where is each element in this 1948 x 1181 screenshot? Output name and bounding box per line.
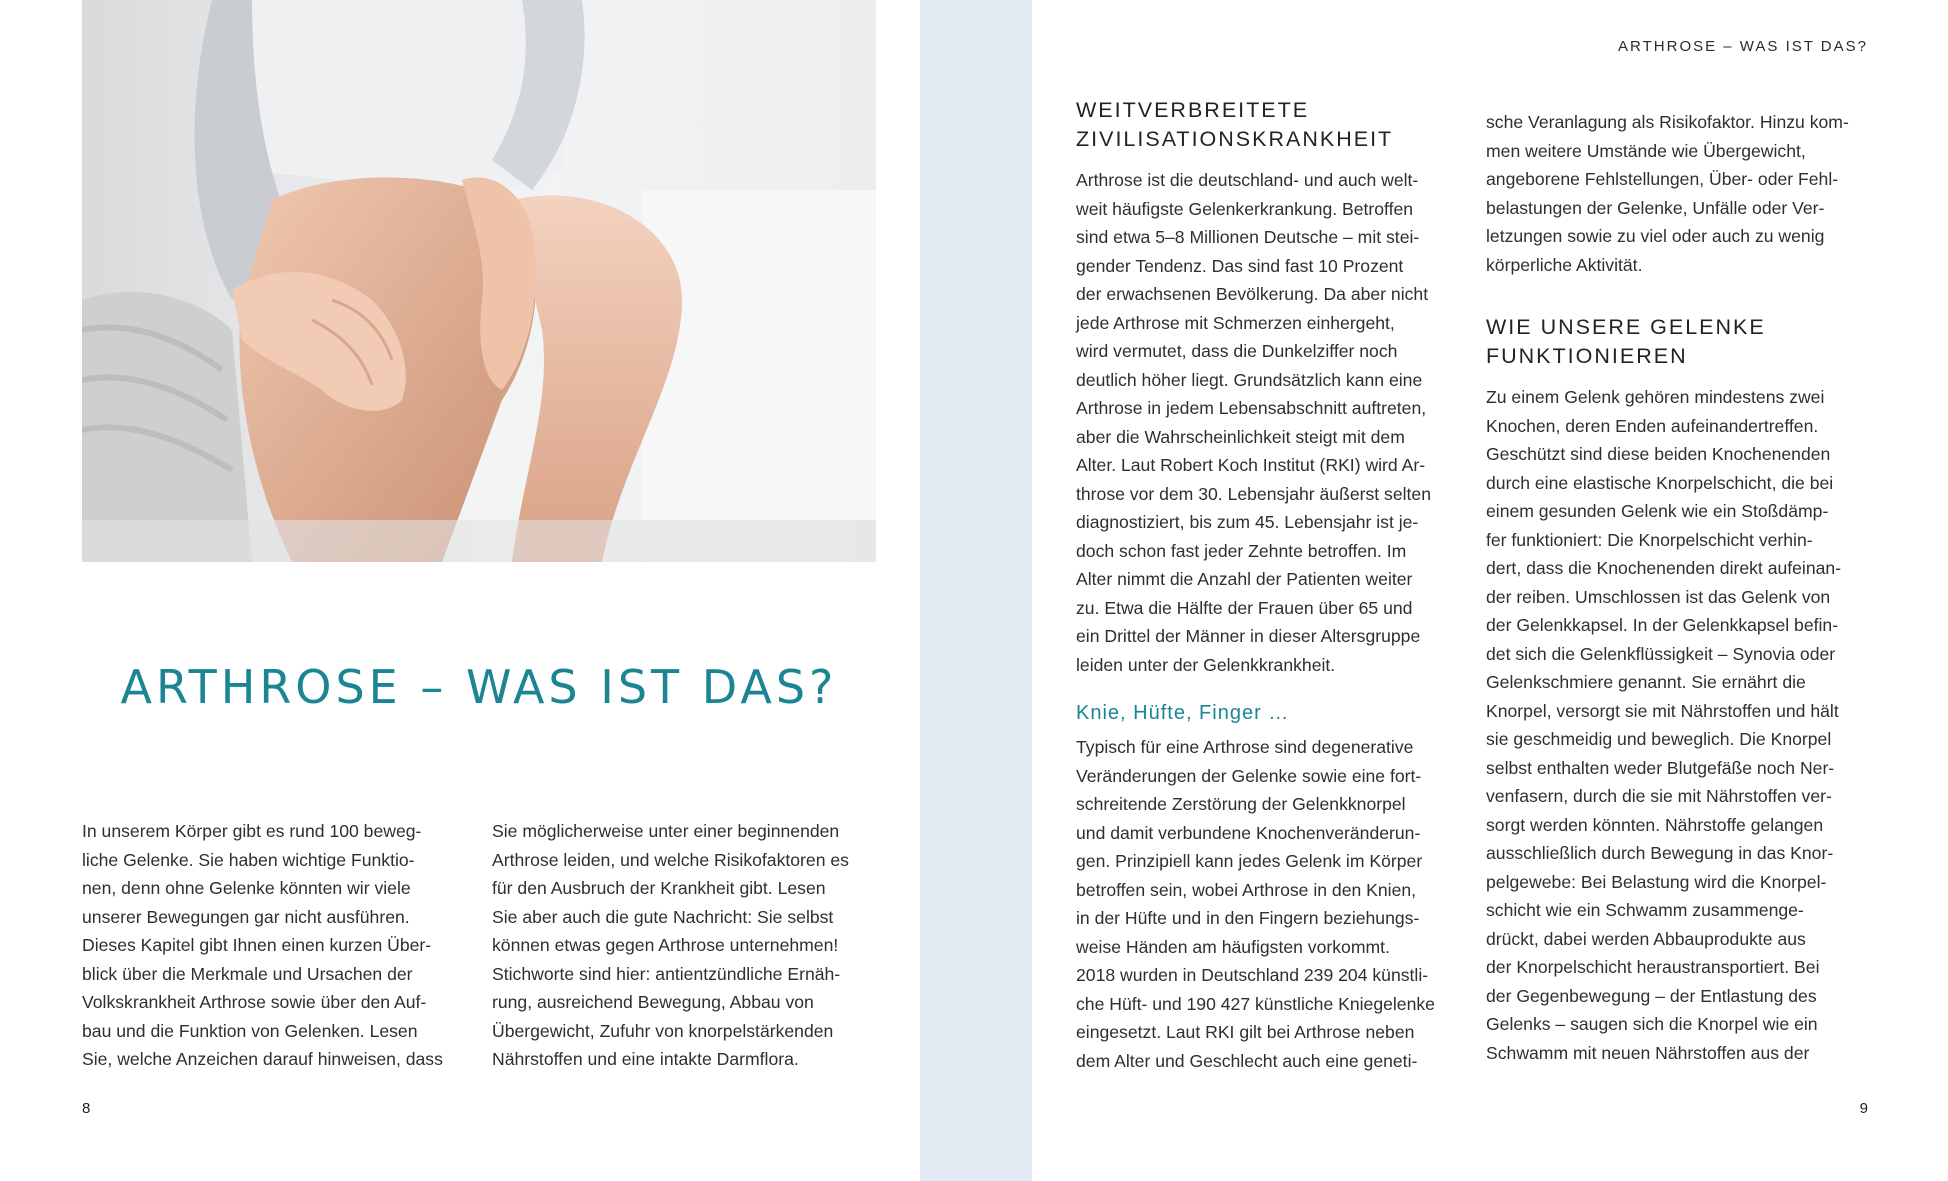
text-line: Alter nimmt die Anzahl der Patienten weiter bbox=[1076, 569, 1413, 589]
text-line: Nährstoffen und eine intakte Darmflora. bbox=[492, 1049, 799, 1069]
text-line: throse vor dem 30. Lebensjahr äußerst selten bbox=[1076, 483, 1432, 504]
text-line: Arthrose in jedem Lebensabschnitt auftreten, bbox=[1076, 398, 1427, 418]
text-line: gen. Prinzipiell kann jedes Gelenk im Körper bbox=[1076, 851, 1423, 871]
text-line: det sich die Gelenkflüssigkeit – Synovia oder bbox=[1486, 643, 1836, 664]
text-line: schicht wie ein Schwamm zusammenge- bbox=[1486, 900, 1804, 920]
gutter-band bbox=[920, 0, 1032, 1181]
text-line: durch eine elastische Knorpelschicht, die bei bbox=[1486, 472, 1834, 493]
text-line: Knochen, deren Enden aufeinandertreffen. bbox=[1486, 415, 1819, 436]
text-line: che Hüft- und 190 427 künstliche Kniegelenke bbox=[1076, 993, 1435, 1014]
text-line: Alter. Laut Robert Koch Institut (RKI) wird Ar- bbox=[1076, 455, 1426, 475]
text-line: der Knorpelschicht heraustransportiert. Bei bbox=[1486, 957, 1820, 977]
text-line: letzungen sowie zu viel oder auch zu wenig bbox=[1486, 226, 1825, 246]
text-line: ausschließlich durch Bewegung in das Knor- bbox=[1486, 843, 1834, 863]
text-line: fer funktioniert: Die Knorpelschicht verhin- bbox=[1486, 529, 1813, 550]
text-line: gender Tendenz. Das sind fast 10 Prozent bbox=[1076, 255, 1404, 276]
text-line: in der Hüfte und in den Fingern beziehungs- bbox=[1076, 908, 1420, 928]
intro-column-2 bbox=[492, 817, 876, 1074]
text-line: Übergewicht, Zufuhr von knorpelstärkenden bbox=[492, 1020, 834, 1041]
right-column-1 bbox=[1076, 96, 1461, 1075]
text-line: sorgt werden könnten. Nährstoffe gelangen bbox=[1486, 814, 1824, 835]
text-line: der reiben. Umschlossen ist das Gelenk von bbox=[1486, 586, 1831, 607]
text-line: men weitere Umstände wie Übergewicht, bbox=[1486, 140, 1806, 161]
text-line: blick über die Merkmale und Ursachen der bbox=[82, 963, 413, 984]
text-line: jede Arthrose mit Schmerzen einhergeht, bbox=[1076, 312, 1395, 333]
section-heading: WEITVERBREITETE bbox=[1076, 98, 1310, 122]
text-line: der Gelenkkapsel. In der Gelenkkapsel befin- bbox=[1486, 615, 1839, 635]
text-line: diagnostiziert, bis zum 45. Lebensjahr ist je- bbox=[1076, 512, 1419, 532]
text-line: nen, denn ohne Gelenke könnten wir viele bbox=[82, 878, 411, 898]
text-line: der Gegenbewegung – der Entlastung des bbox=[1486, 985, 1817, 1006]
text-line: eingesetzt. Laut RKI gilt bei Arthrose neben bbox=[1076, 1022, 1415, 1042]
knee-photo-illustration bbox=[82, 0, 876, 562]
text-line: Gelenks – saugen sich die Knorpel wie ein bbox=[1486, 1014, 1818, 1034]
subheading: Knie, Hüfte, Finger … bbox=[1076, 702, 1290, 724]
text-line: Volkskrankheit Arthrose sowie über den Auf- bbox=[82, 992, 427, 1012]
text-line: leiden unter der Gelenkkrankheit. bbox=[1076, 654, 1336, 675]
text-line: Arthrose leiden, und welche Risikofaktoren es bbox=[492, 849, 849, 870]
text-line: sie geschmeidig und beweglich. Die Knorpel bbox=[1486, 729, 1832, 749]
intro-column-1 bbox=[82, 817, 466, 1074]
section-heading: ZIVILISATIONSKRANKHEIT bbox=[1076, 127, 1394, 151]
text-line: Typisch für eine Arthrose sind degenerative bbox=[1076, 737, 1414, 757]
text-line: schreitende Zerstörung der Gelenkknorpel bbox=[1076, 794, 1406, 814]
text-line: dert, dass die Knochenenden direkt aufeinan- bbox=[1486, 558, 1842, 578]
page-number-right: 9 bbox=[1859, 1100, 1868, 1117]
text-line: liche Gelenke. Sie haben wichtige Funktio- bbox=[82, 849, 415, 870]
text-line: Stichworte sind hier: antientzündliche Ernäh- bbox=[492, 963, 841, 984]
text-line: deutlich höher liegt. Grundsätzlich kann eine bbox=[1076, 369, 1423, 390]
text-line: aber die Wahrscheinlichkeit steigt mit dem bbox=[1076, 426, 1405, 447]
text-line: sche Veranlagung als Risikofaktor. Hinzu kom- bbox=[1486, 112, 1849, 132]
text-line: der erwachsenen Bevölkerung. Da aber nicht bbox=[1076, 284, 1429, 304]
text-line: Sie, welche Anzeichen darauf hinweisen, dass bbox=[82, 1049, 443, 1069]
text-line: Sie aber auch die gute Nachricht: Sie selbst bbox=[492, 906, 834, 927]
text-line: Knorpel, versorgt sie mit Nährstoffen und hält bbox=[1486, 700, 1839, 721]
text-line: In unserem Körper gibt es rund 100 beweg- bbox=[82, 821, 422, 841]
right-column-2 bbox=[1486, 108, 1871, 1067]
text-line: wird vermutet, dass die Dunkelziffer noch bbox=[1076, 341, 1398, 361]
page-number-left: 8 bbox=[82, 1100, 91, 1117]
text-line: können etwas gegen Arthrose unternehmen! bbox=[492, 935, 839, 955]
text-line: ein Drittel der Männer in dieser Altersgruppe bbox=[1076, 626, 1421, 646]
section-heading: FUNKTIONIEREN bbox=[1486, 344, 1688, 368]
text-line: Zu einem Gelenk gehören mindestens zwei bbox=[1486, 387, 1825, 407]
text-line: zu. Etwa die Hälfte der Frauen über 65 und bbox=[1076, 597, 1413, 618]
text-line: sind etwa 5–8 Millionen Deutsche – mit stei- bbox=[1076, 227, 1420, 247]
text-line: einem gesunden Gelenk wie ein Stoßdämp- bbox=[1486, 501, 1829, 521]
text-line: Dieses Kapitel gibt Ihnen einen kurzen Über- bbox=[82, 935, 432, 955]
text-line: Gelenkschmiere genannt. Sie ernährt die bbox=[1486, 672, 1806, 692]
text-line: Arthrose ist die deutschland- und auch welt- bbox=[1076, 170, 1419, 190]
text-line: Geschützt sind diese beiden Knochenenden bbox=[1486, 444, 1831, 464]
text-line: und damit verbundene Knochenveränderun- bbox=[1076, 822, 1421, 843]
chapter-title: ARTHROSE – WAS IST DAS? bbox=[120, 660, 838, 714]
text-line: weise Händen am häufigsten vorkommt. bbox=[1076, 936, 1390, 957]
text-line: venfasern, durch die sie mit Nährstoffen ver- bbox=[1486, 786, 1832, 806]
text-line: rung, ausreichend Bewegung, Abbau von bbox=[492, 992, 814, 1012]
text-line: Veränderungen der Gelenke sowie eine fort- bbox=[1076, 765, 1422, 786]
text-line: weit häufigste Gelenkerkrankung. Betroffen bbox=[1076, 198, 1414, 219]
text-line: drückt, dabei werden Abbauprodukte aus bbox=[1486, 928, 1806, 949]
text-line: angeborene Fehlstellungen, Über- oder Fehl- bbox=[1486, 169, 1839, 189]
text-line: Sie möglicherweise unter einer beginnenden bbox=[492, 821, 840, 841]
text-line: doch schon fast jeder Zehnte betroffen. Im bbox=[1076, 540, 1407, 561]
text-line: für den Ausbruch der Krankheit gibt. Lesen bbox=[492, 878, 826, 898]
section-heading: WIE UNSERE GELENKE bbox=[1486, 315, 1766, 339]
running-head: ARTHROSE – WAS IST DAS? bbox=[1618, 38, 1868, 55]
text-line: körperliche Aktivität. bbox=[1486, 254, 1643, 275]
text-line: unserer Bewegungen gar nicht ausführen. bbox=[82, 906, 410, 927]
text-line: 2018 wurden in Deutschland 239 204 künstli- bbox=[1076, 965, 1429, 985]
knee-photo bbox=[82, 0, 876, 562]
text-line: bau und die Funktion von Gelenken. Lesen bbox=[82, 1020, 418, 1041]
text-line: pelgewebe: Bei Belastung wird die Knorpel- bbox=[1486, 871, 1827, 892]
text-line: betroffen sein, wobei Arthrose in den Knien, bbox=[1076, 879, 1417, 900]
text-line: belastungen der Gelenke, Unfälle oder Ver- bbox=[1486, 197, 1825, 218]
text-line: dem Alter und Geschlecht auch eine geneti- bbox=[1076, 1050, 1418, 1071]
text-line: Schwamm mit neuen Nährstoffen aus der bbox=[1486, 1042, 1810, 1063]
text-line: selbst enthalten weder Blutgefäße noch Ner- bbox=[1486, 757, 1835, 778]
